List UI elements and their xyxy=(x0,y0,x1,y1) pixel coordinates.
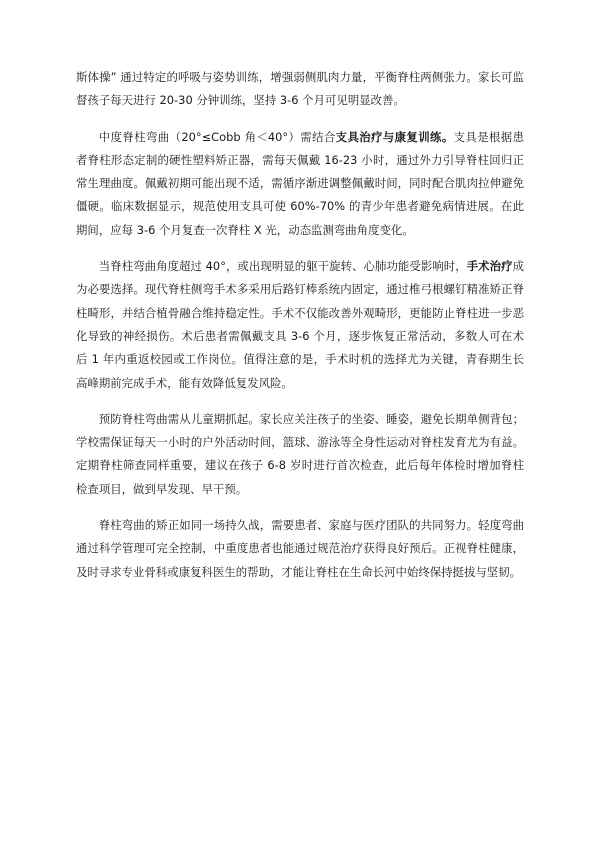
paragraph-2-text-b: 支具是根据患者脊柱形态定制的硬性塑料矫正器，需每天佩戴 16-23 小时，通过外力引导脊柱回归正常生理曲度。佩戴初期可能出现不适，需循序渐进调整佩戴时间，同时配合肌肉拉伸避免僵硬。临床数据显示，规范使用支具可使 60%-70% 的青少年患者避免病情进展。在此期间，应每 3-6 个月复查一次脊柱 X 光，动态监测弯曲角度变化。 xyxy=(76,129,524,237)
paragraph-1-text: 斯体操” 通过特定的呼吸与姿势训练，增强弱侧肌肉力量，平衡脊柱两侧张力。家长可监督孩子每天进行 20-30 分钟训练，坚持 3-6 个月可见明显改善。 xyxy=(76,70,524,108)
paragraph-1 xyxy=(76,66,524,113)
paragraph-2-emphasis: 支具治疗与康复训练。 xyxy=(335,129,454,144)
paragraph-2 xyxy=(76,126,524,242)
paragraph-4 xyxy=(76,408,524,501)
paragraph-3-text-a: 当脊柱弯曲角度超过 40°，或出现明显的躯干旋转、心肺功能受影响时， xyxy=(98,259,467,274)
paragraph-5-text: 脊柱弯曲的矫正如同一场持久战，需要患者、家庭与医疗团队的共同努力。轻度弯曲通过科学管理可完全控制，中重度患者也能通过规范治疗获得良好预后。正视脊柱健康，及时寻求专业骨科或康复科医生的帮助，才能让脊柱在生命长河中始终保持挺拔与坚韧。 xyxy=(76,518,524,579)
paragraph-2-text-a: 中度脊柱弯曲（20°≤Cobb 角＜40°）需结合 xyxy=(98,129,336,144)
paragraph-5 xyxy=(76,514,524,584)
paragraph-3 xyxy=(76,255,524,395)
document-body xyxy=(76,66,524,597)
paragraph-4-text: 预防脊柱弯曲需从儿童期抓起。家长应关注孩子的坐姿、睡姿，避免长期单侧背包；学校需保证每天一小时的户外活动时间，篮球、游泳等全身性运动对脊柱发育尤为有益。定期脊柱筛查同样重要，建议在孩子 6-8 岁时进行首次检查，此后每年体检时增加脊柱检查项目，做到早发现、早干预。 xyxy=(76,411,524,496)
paragraph-3-emphasis: 手术治疗 xyxy=(466,259,513,274)
paragraph-3-text-b: 成为必要选择。现代脊柱侧弯手术多采用后路钉棒系统内固定，通过椎弓根螺钉精准矫正脊柱畸形，并结合植骨融合维持稳定性。手术不仅能改善外观畸形，更能防止脊柱进一步恶化导致的神经损伤。术后患者需佩戴支具 3-6 个月，逐步恢复正常活动，多数人可在术后 1 年内重返校园或工作岗位。值得注意的是，手术时机的选择尤为关键，青春期生长高峰期前完成手术，能有效降低复发风险。 xyxy=(76,259,524,390)
